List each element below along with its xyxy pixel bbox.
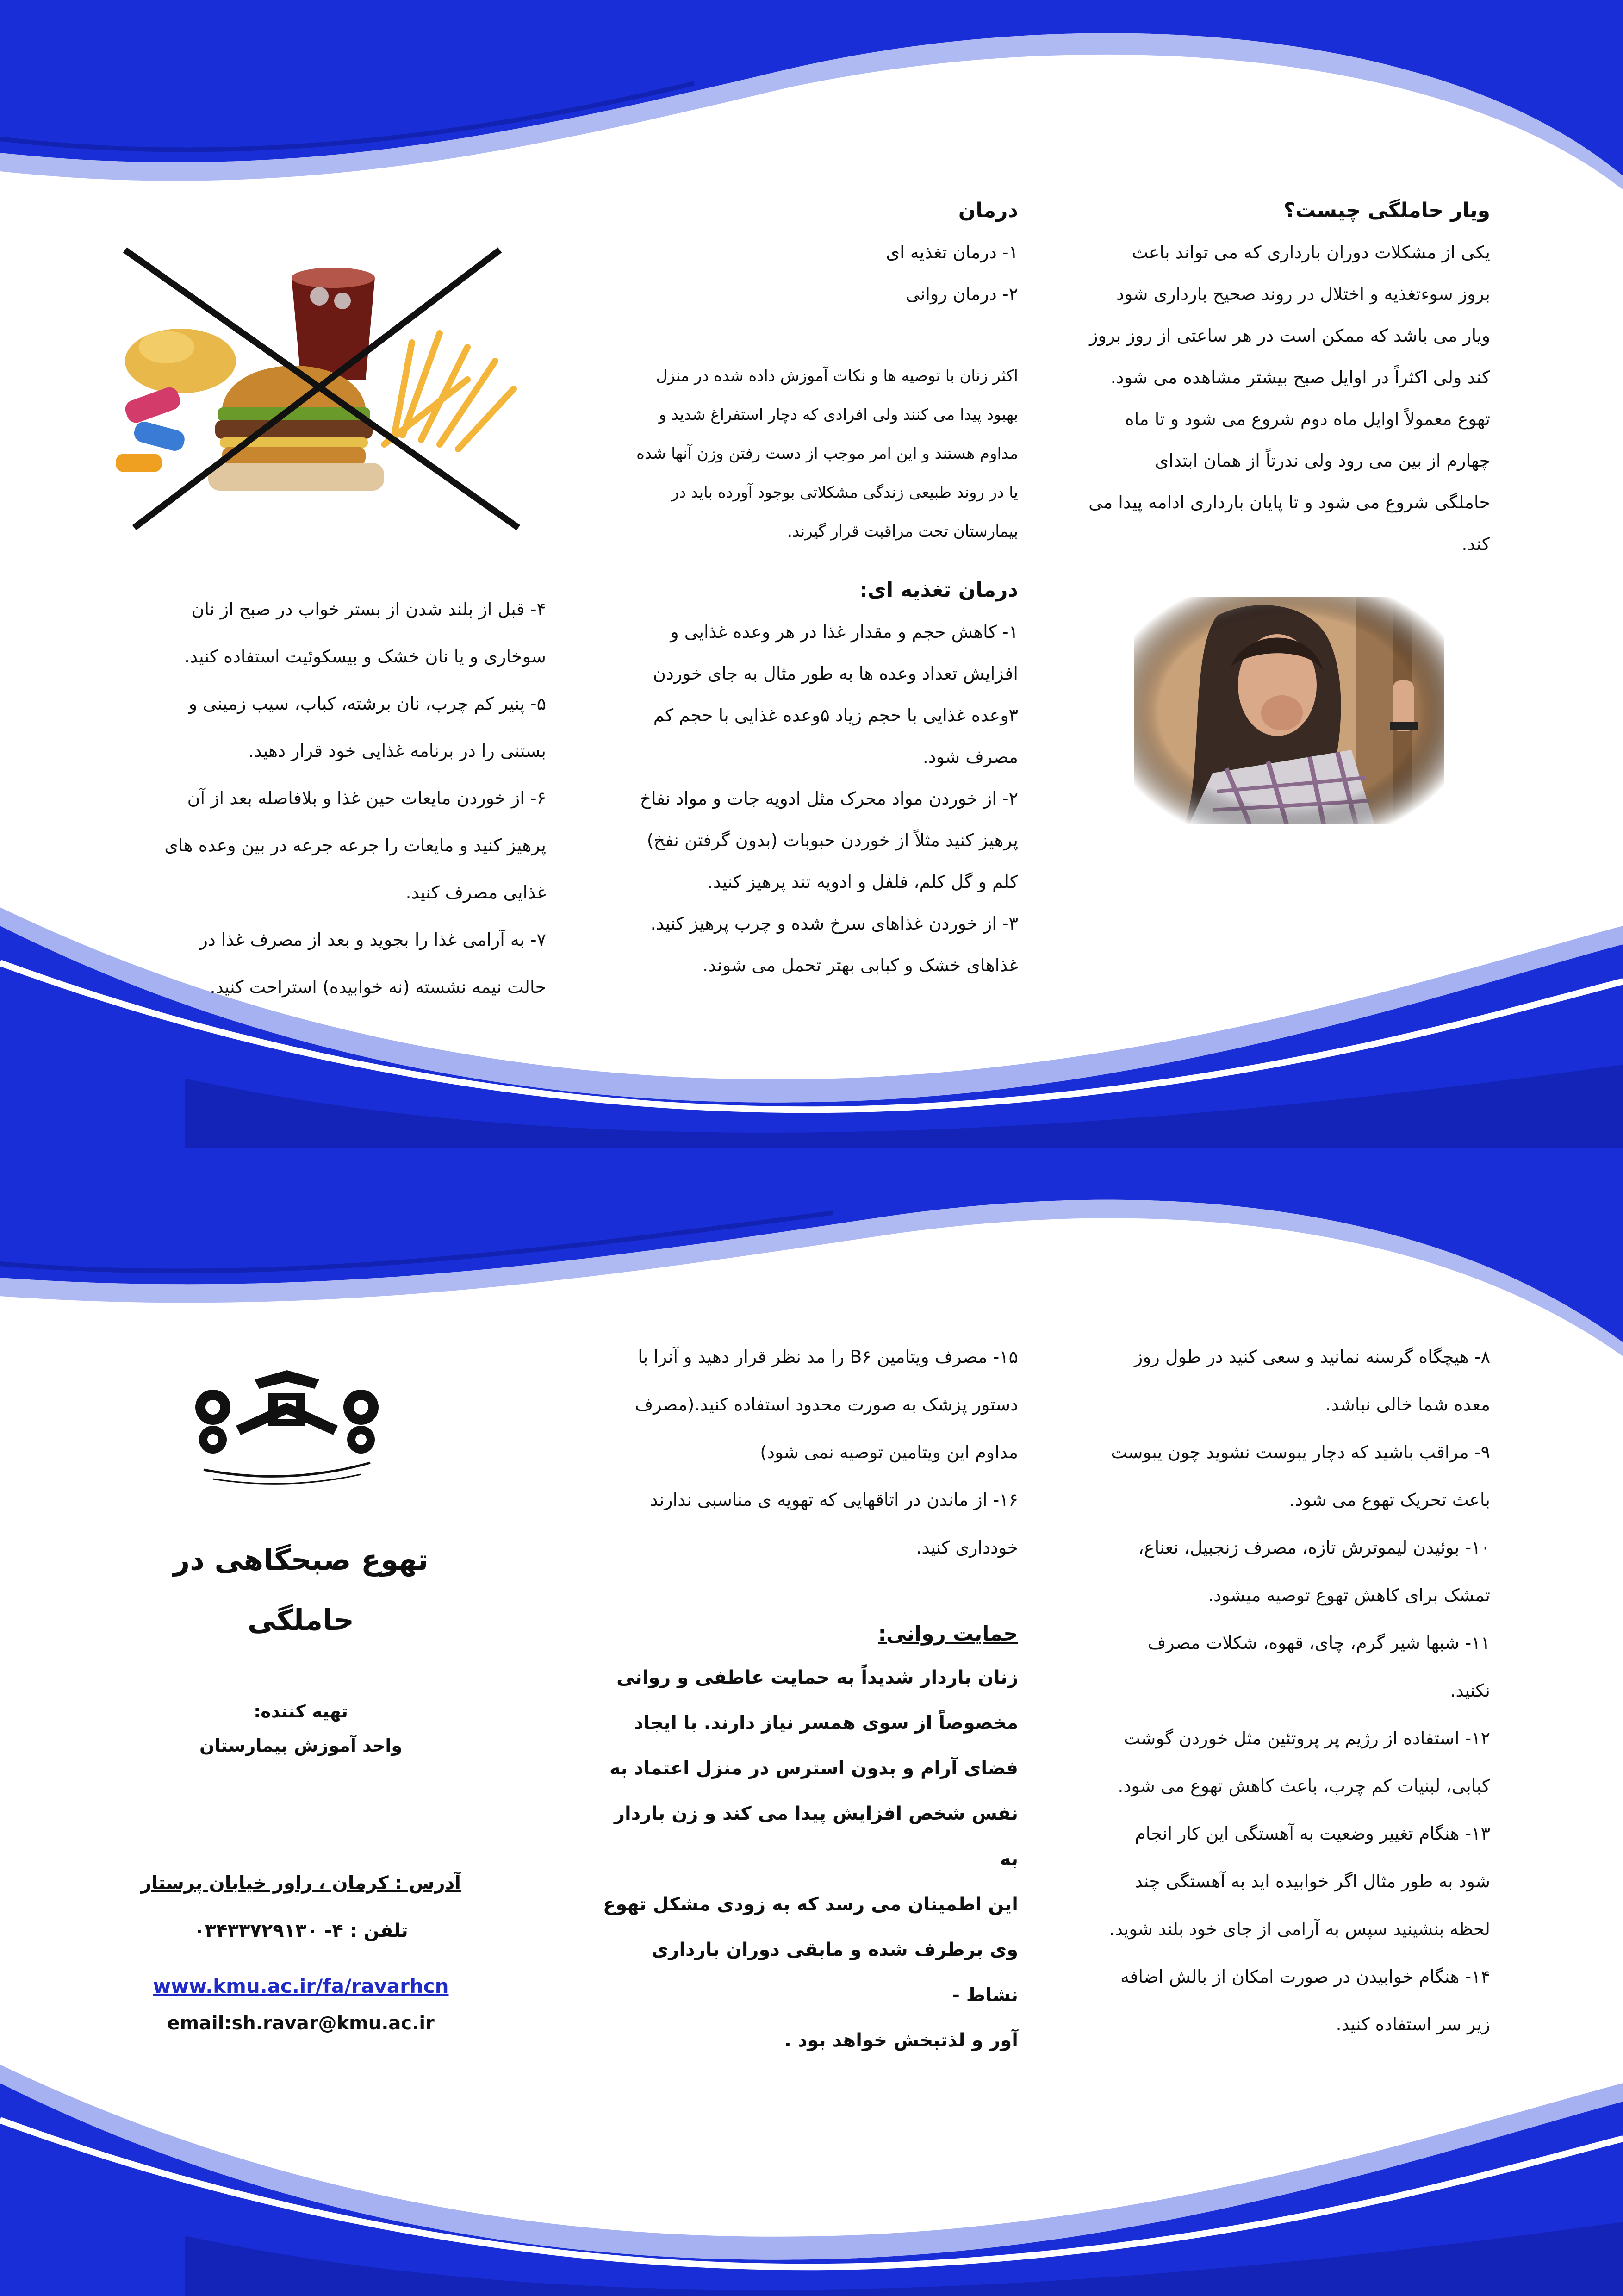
paragraph-line: ۹- مراقب باشید که دچار یبوست نشوید چون یبوست bbox=[1111, 1442, 1490, 1462]
paragraph-line: حاملگی شروع می شود و تا پایان بارداری ادامه پیدا می bbox=[1088, 492, 1490, 512]
panel-what-is-nausea bbox=[1083, 190, 1490, 565]
brochure-title-line2: حاملگی bbox=[247, 1603, 354, 1637]
section-heading: ویار حاملگی چیست؟ bbox=[1283, 199, 1490, 222]
paragraph-line: سوخاری و یا نان خشک و بیسکوئیت استفاده کنید. bbox=[184, 646, 546, 667]
paragraph-line: ۱۱- شبها شیر گرم، چای، قهوه، شکلات مصرف bbox=[1147, 1633, 1490, 1653]
section-heading: حمایت روانی: bbox=[878, 1622, 1018, 1646]
paragraph-line: ۴- قبل از بلند شدن از بستر خواب در صبح از نان bbox=[191, 599, 546, 619]
panel-daily-tips bbox=[1083, 1333, 1490, 2048]
paragraph-line: ۷- به آرامی غذا را بجوید و بعد از مصرف غذا در bbox=[199, 930, 546, 950]
paragraph-line: مداوم این ویتامین توصیه نمی شود) bbox=[760, 1442, 1018, 1462]
paragraph-line: باعث تحریک تهوع می شود. bbox=[1289, 1490, 1490, 1510]
paragraph-line: بیمارستان تحت مراقبت قرار گیرند. bbox=[787, 522, 1018, 541]
paragraph-line: غذاهای خشک و کبابی بهتر تحمل می شوند. bbox=[703, 955, 1018, 975]
paragraph-line: ۱۰- بوئیدن لیموترش تازه، مصرف زنجبیل، نعناع، bbox=[1138, 1537, 1490, 1558]
paragraph-line: معده شما خالی نباشد. bbox=[1325, 1394, 1490, 1415]
paragraph-line: پرهیز کنید مثلاً از خوردن حبوبات (بدون گرفتن نفخ) bbox=[647, 830, 1018, 850]
paragraph-line: فضای آرام و بدون استرس در منزل اعتماد به bbox=[609, 1758, 1018, 1779]
paragraph-line: تهوع معمولاً اوایل ماه دوم شروع می شود و تا ماه bbox=[1125, 409, 1490, 429]
panel-psychological-support bbox=[602, 1333, 1018, 2063]
paragraph-line: ۵- پنیر کم چرب، نان برشته، کباب، سیب زمینی و bbox=[188, 693, 546, 714]
email-text: email:sh.ravar@kmu.ac.ir bbox=[167, 2013, 435, 2034]
section-heading: درمان تغذیه ای: bbox=[859, 578, 1018, 602]
paragraph-line: ۱۶- از ماندن در اتاقهایی که تهویه ی مناسبی ندارند bbox=[650, 1490, 1018, 1510]
paragraph-line: کند ولی اکثراً در اوایل صبح بیشتر مشاهده می شود. bbox=[1110, 367, 1490, 387]
paragraph-line: ۶- از خوردن مایعات حین غذا و بلافاصله بعد از آن bbox=[187, 788, 546, 808]
hospital-logo bbox=[176, 1370, 398, 1486]
paragraph-line: خودداری کنید. bbox=[916, 1537, 1018, 1558]
paragraph-line: دستور پزشک به صورت محدود استفاده کنید.(مصرف bbox=[634, 1394, 1018, 1415]
website-link[interactable]: www.kmu.ac.ir/fa/ravarhcn bbox=[153, 1975, 449, 1997]
brochure-title-line1: تهوع صبحگاهی در bbox=[173, 1543, 429, 1577]
junk-food-crossed-image bbox=[116, 241, 532, 537]
section-heading: درمان bbox=[958, 199, 1018, 222]
brochure-inside-sheet bbox=[0, 1148, 1623, 2296]
paragraph-line: آور و لذتبخش خواهد بود . bbox=[784, 2030, 1018, 2051]
paragraph-line: این اطمینان می رسد که به زودی مشکل تهوع bbox=[603, 1894, 1018, 1915]
list-item: ۱- درمان تغذیه ای bbox=[886, 242, 1018, 262]
paragraph-line: ویار می باشد که ممکن است در هر ساعتی از روز بروز bbox=[1089, 325, 1490, 346]
phone-text: تلفن : ۴- ۰۳۴۳۳۷۲۹۱۳۰ bbox=[193, 1920, 408, 1941]
paragraph-line: ۳- از خوردن غذاهای سرخ شده و چرب پرهیز کنید. bbox=[650, 913, 1018, 934]
paragraph-line: بستنی را در برنامه غذایی خود قرار دهید. bbox=[248, 741, 546, 761]
paragraph-line: چهارم از بین می رود ولی ندرتاً از همان ابتدای bbox=[1155, 450, 1490, 471]
paragraph-line: کند. bbox=[1461, 534, 1490, 554]
paragraph-line: غذایی مصرف کنید. bbox=[405, 882, 546, 903]
paragraph-line: بهبود پیدا می کنند ولی افرادی که دچار استفراغ شدید و bbox=[659, 406, 1018, 424]
panel-nutrition-tips bbox=[139, 586, 546, 1011]
paragraph-line: نکنید. bbox=[1450, 1680, 1490, 1701]
paragraph-line: مصرف شود. bbox=[922, 747, 1018, 767]
paragraph-line: نفس شخص افزایش پیدا می کند و زن باردار به bbox=[614, 1803, 1018, 1870]
paragraph-line: ۳وعده غذایی با حجم زیاد ۵وعده غذایی با حجم کم bbox=[653, 705, 1018, 725]
paragraph-line: یا در روند طبیعی زندگی مشکلاتی بوجود آورده باید در bbox=[671, 483, 1018, 502]
paragraph-line: ۸- هیچگاه گرسنه نمانید و سعی کنید در طول روز bbox=[1134, 1347, 1490, 1367]
paragraph-line: اکثر زنان با توصیه ها و نکات آموزش داده شده در منزل bbox=[656, 367, 1018, 385]
paragraph-line: شود به طور مثال اگر خوابیده اید به آهستگی چند bbox=[1134, 1871, 1490, 1891]
paragraph-line: زیر سر استفاده کنید. bbox=[1336, 2014, 1490, 2034]
prepared-by-value: واحد آموزش بیمارستان bbox=[199, 1735, 403, 1756]
paragraph-line: کلم و گل کلم، فلفل و ادویه تند پرهیز کنید. bbox=[707, 872, 1018, 892]
paragraph-line: مداوم هستند و این امر موجب از دست رفتن وزن آنها شده bbox=[636, 444, 1018, 463]
paragraph-line: ۱۳- هنگام تغییر وضعیت به آهستگی این کار انجام bbox=[1135, 1823, 1490, 1844]
paragraph-line: ۱- کاهش حجم و مقدار غذا در هر وعده غذایی و bbox=[670, 622, 1018, 642]
paragraph-line: ۲- از خوردن مواد محرک مثل ادویه جات و مواد نفاخ bbox=[640, 788, 1018, 809]
address-text: آدرس : کرمان ، راور خیابان پرستار bbox=[141, 1872, 461, 1894]
paragraph-line: حالت نیمه نشسته (نه خوابیده) استراحت کنید. bbox=[210, 977, 546, 997]
paragraph-line: یکی از مشکلات دوران بارداری که می تواند باعث bbox=[1132, 242, 1490, 262]
paragraph-line: افزایش تعداد وعده ها به طور مثال به جای خوردن bbox=[653, 663, 1018, 684]
paragraph-line: مخصوصاً از سوی همسر نیاز دارند. با ایجاد bbox=[634, 1712, 1018, 1734]
list-item: ۲- درمان روانی bbox=[906, 284, 1018, 304]
paragraph-line: بروز سوءتغذیه و اختلال در روند صحیح بارداری شود bbox=[1116, 284, 1490, 304]
panel-treatment bbox=[602, 190, 1018, 986]
paragraph-line: کبابی، لبنیات کم چرب، باعث کاهش تهوع می شود. bbox=[1118, 1776, 1490, 1796]
paragraph-line: ۱۲- استفاده از رژیم پر پروتئین مثل خوردن گوشت bbox=[1124, 1728, 1490, 1748]
paragraph-line: ۱۵- مصرف ویتامین B۶ را مد نظر قرار دهید و آنرا با bbox=[638, 1347, 1018, 1367]
paragraph-line: پرهیز کنید و مایعات را جرعه جرعه در بین وعده های bbox=[164, 835, 546, 855]
prepared-by-label: تهیه کننده: bbox=[254, 1701, 348, 1722]
paragraph-line: تمشک برای کاهش تهوع توصیه میشود. bbox=[1208, 1585, 1490, 1605]
paragraph-line: زنان باردار شدیداً به حمایت عاطفی و روانی bbox=[616, 1667, 1018, 1688]
paragraph-line: ۱۴- هنگام خوابیدن در صورت امکان از بالش اضافه bbox=[1120, 1966, 1490, 1987]
paragraph-line: لحظه بنشینید سپس به آرامی از جای خود بلند شوید. bbox=[1109, 1919, 1490, 1939]
paragraph-line: وی برطرف شده و مابقی دوران بارداری نشاط - bbox=[651, 1939, 1018, 2006]
nauseous-woman-photo bbox=[1134, 597, 1444, 824]
